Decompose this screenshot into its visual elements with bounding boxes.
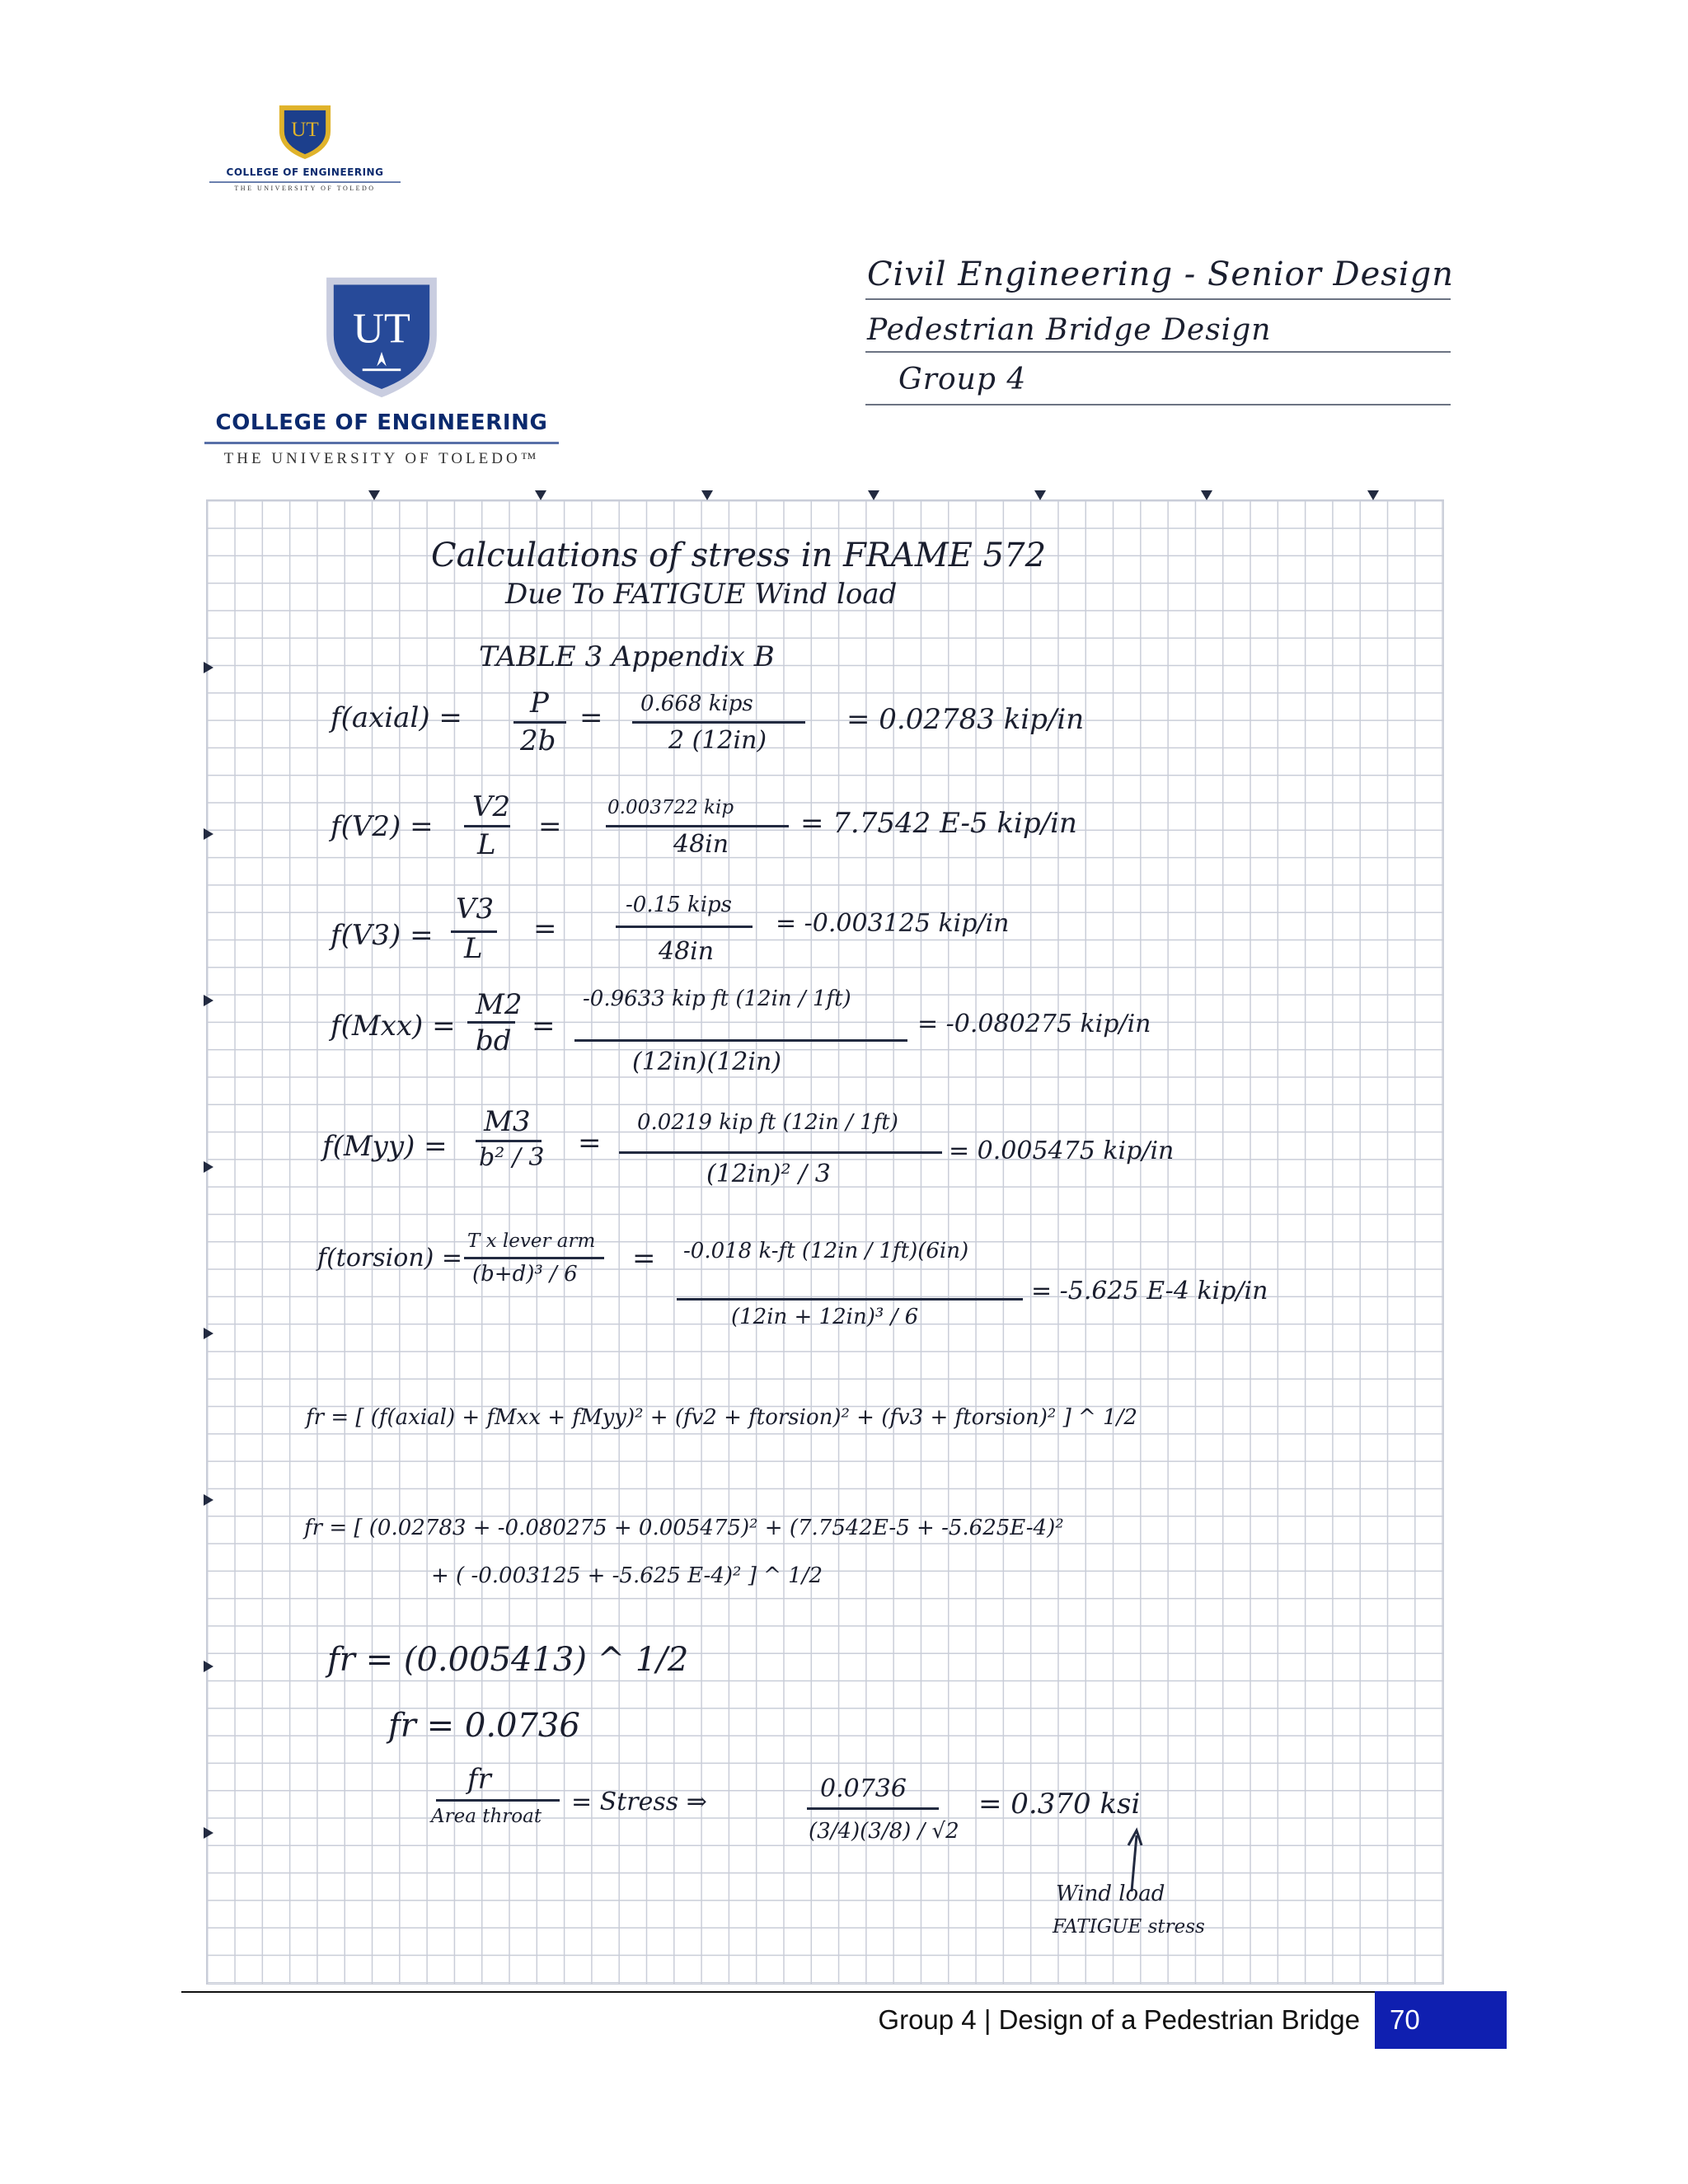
mxx-lhs: f(Mxx) =	[331, 1010, 456, 1043]
small-logo-divider	[209, 181, 401, 183]
grid-marker	[204, 1161, 213, 1173]
torsion-num2: -0.018 k-ft (12in / 1ft)(6in)	[683, 1239, 969, 1263]
stress-num: fr	[467, 1763, 491, 1796]
fr-formula: fr = [ (f(axial) + fMxx + fMyy)² + (fv2 + ftorsion)² + (fv3 + ftorsion)² ] ^ 1/2	[306, 1405, 1137, 1430]
mxx-result: = -0.080275 kip/in	[917, 1010, 1151, 1038]
torsion-bar2	[677, 1298, 1023, 1301]
grid-marker	[204, 1494, 213, 1506]
ut-shield-icon	[274, 101, 335, 162]
axial-num1: P	[530, 687, 549, 719]
grid-marker	[1034, 490, 1046, 500]
grid-marker	[204, 1661, 213, 1672]
v3-lhs: f(V3) =	[331, 919, 434, 952]
myy-num1: M3	[484, 1105, 531, 1138]
grid-marker	[204, 828, 213, 840]
logo-divider	[204, 442, 559, 444]
v3-den2: 48in	[659, 937, 715, 966]
grid-marker	[204, 662, 213, 673]
torsion-den1: (b+d)³ / 6	[472, 1262, 578, 1286]
stress-den2: (3/4)(3/8) / √2	[809, 1819, 959, 1844]
v2-eq: =	[538, 810, 562, 843]
header-rule-1	[865, 298, 1451, 300]
axial-result: = 0.02783 kip/in	[846, 703, 1085, 736]
header-rule-3	[865, 404, 1451, 405]
grid-marker	[368, 490, 380, 500]
torsion-lhs: f(torsion) =	[317, 1244, 463, 1272]
grid-marker	[204, 1827, 213, 1839]
v3-result: = -0.003125 kip/in	[776, 909, 1010, 938]
svg-text:UT: UT	[353, 304, 410, 353]
logo-college-name: COLLEGE OF ENGINEERING	[215, 410, 548, 435]
v2-den2: 48in	[673, 830, 729, 859]
myy-lhs: f(Myy) =	[322, 1130, 448, 1163]
stress-bar1	[436, 1799, 560, 1802]
college-logo	[204, 270, 559, 468]
footer-text: Group 4 | Design of a Pedestrian Bridge	[878, 2004, 1360, 2035]
v3-num1: V3	[456, 893, 495, 926]
torsion-result: = -5.625 E-4 kip/in	[1031, 1277, 1268, 1305]
stress-bar2	[807, 1807, 939, 1810]
v3-den1: L	[464, 932, 483, 965]
stress-mid: = Stress ⇒	[571, 1788, 707, 1816]
header-line-1: Civil Engineering - Senior Design	[867, 255, 1454, 293]
small-college-logo	[206, 101, 404, 196]
mxx-bar2	[574, 1039, 907, 1042]
annotation-line-1: Wind load	[1056, 1882, 1165, 1906]
footer-rule	[181, 1991, 1507, 1993]
torsion-num1: T x lever arm	[467, 1230, 596, 1252]
mxx-eq: =	[532, 1010, 556, 1043]
handwritten-header	[857, 247, 1454, 412]
grid-marker	[701, 490, 713, 500]
grid-marker	[1367, 490, 1379, 500]
v3-bar2	[616, 926, 753, 928]
small-logo-university: THE UNIVERSITY OF TOLEDO	[234, 185, 376, 192]
v2-lhs: f(V2) =	[331, 810, 434, 843]
myy-result: = 0.005475 kip/in	[949, 1137, 1175, 1165]
header-line-3: Group 4	[898, 363, 1027, 396]
fr-substitution-2: + ( -0.003125 + -5.625 E-4)² ] ^ 1/2	[431, 1563, 823, 1588]
calc-title: Calculations of stress in FRAME 572	[431, 537, 1047, 574]
stress-num2: 0.0736	[820, 1774, 907, 1803]
myy-den1: b² / 3	[479, 1143, 545, 1172]
axial-den1: 2b	[520, 724, 556, 757]
grid-marker	[868, 490, 879, 500]
fr-step: fr = (0.005413) ^ 1/2	[327, 1641, 689, 1679]
torsion-bar1	[464, 1257, 604, 1259]
header-line-2: Pedestrian Bridge Design	[867, 313, 1272, 347]
calc-reference: TABLE 3 Appendix B	[479, 640, 775, 673]
mxx-den1: bd	[476, 1024, 512, 1057]
grid-marker	[204, 1328, 213, 1339]
myy-bar2	[619, 1151, 942, 1154]
header-rule-2	[865, 351, 1451, 353]
grid-marker	[204, 995, 213, 1006]
v2-bar1	[464, 825, 510, 827]
graph-paper-calculations	[206, 499, 1444, 1985]
stress-result: = 0.370 ksi	[978, 1788, 1141, 1821]
axial-bar2	[632, 721, 805, 724]
calc-subtitle: Due To FATIGUE Wind load	[505, 578, 898, 611]
logo-university-name: THE UNIVERSITY OF TOLEDO™	[223, 450, 540, 467]
page-number-box	[1375, 1991, 1507, 2049]
axial-eq: =	[579, 701, 603, 734]
axial-den2: 2 (12in)	[668, 726, 767, 755]
v2-bar2	[606, 825, 789, 827]
small-logo-college: COLLEGE OF ENGINEERING	[226, 166, 384, 178]
axial-bar1	[513, 721, 566, 724]
torsion-den2: (12in + 12in)³ / 6	[731, 1305, 919, 1329]
annotation-line-2: FATIGUE stress	[1053, 1916, 1205, 1938]
svg-text:UT: UT	[291, 118, 319, 141]
v2-num1: V2	[472, 790, 511, 823]
stress-den: Area throat	[431, 1806, 542, 1827]
fr-substitution-1: fr = [ (0.02783 + -0.080275 + 0.005475)² + (7.7542E-5 + -5.625E-4)²	[304, 1516, 1064, 1540]
axial-num2: 0.668 kips	[640, 691, 753, 716]
fr-value: fr = 0.0736	[388, 1707, 580, 1745]
mxx-den2: (12in)(12in)	[632, 1047, 781, 1076]
mxx-num2: -0.9633 kip ft (12in / 1ft)	[583, 987, 851, 1011]
v3-num2: -0.15 kips	[626, 893, 732, 917]
myy-eq: =	[578, 1127, 602, 1160]
torsion-eq: =	[632, 1242, 656, 1275]
myy-num2: 0.0219 kip ft (12in / 1ft)	[637, 1110, 898, 1135]
myy-bar1	[476, 1140, 542, 1142]
mxx-bar1	[467, 1021, 515, 1024]
grid-marker	[1201, 490, 1212, 500]
v2-num2: 0.003722 kip	[607, 797, 734, 818]
grid-marker	[535, 490, 546, 500]
v2-den1: L	[477, 828, 496, 861]
ut-shield-large-icon	[321, 270, 442, 402]
axial-lhs: f(axial) =	[331, 701, 462, 734]
myy-den2: (12in)² / 3	[706, 1160, 831, 1188]
v2-result: = 7.7542 E-5 kip/in	[800, 807, 1077, 840]
page-number: 70	[1390, 2004, 1420, 2035]
mxx-num1: M2	[476, 988, 523, 1021]
v3-eq: =	[533, 912, 557, 945]
